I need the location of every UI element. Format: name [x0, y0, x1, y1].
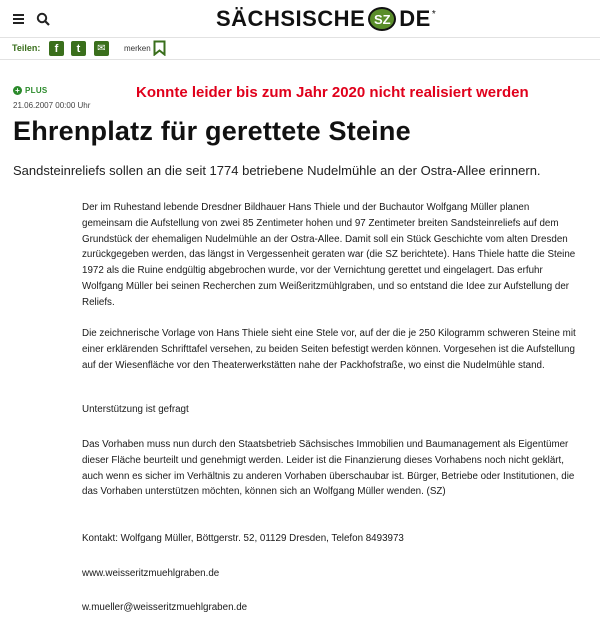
bookmark-icon[interactable]	[153, 40, 166, 56]
article-teaser: Sandsteinreliefs sollen an die seit 1774 betriebene Nudelmühle an der Ostra-Allee erinnern.	[13, 163, 541, 178]
top-navigation-bar	[0, 0, 600, 38]
article-title: Ehrenplatz für gerettete Steine	[13, 116, 411, 146]
logo-star: *	[431, 8, 436, 20]
logo-text-left: SÄCHSISCHE	[216, 6, 366, 31]
bookmark-label[interactable]: merken	[124, 44, 151, 53]
share-bar	[0, 38, 600, 60]
website-link[interactable]: www.weisseritzmuehlgraben.de	[82, 568, 220, 579]
plus-label: PLUS	[25, 86, 48, 95]
search-icon[interactable]	[36, 12, 50, 26]
article-paragraph: Die zeichnerische Vorlage von Hans Thiele sieht eine Stele vor, auf der die je 250 Kilogramm schweren Steine mit einer erklärenden Schrifttafel versehen, zu beiden Seiten befestigt werden können. Vorgesehen ist die Aufstellung auf der Wiesenfläche vor den Theaterwerkstätten nahe der Packhofstraße, wo einst die Nudelmühle stand.	[82, 328, 576, 371]
article-paragraph: Das Vorhaben muss nun durch den Staatsbetrieb Sächsisches Immobilien und Baumanagement als Eigentümer dieser Fläche beurteilt und genehmigt werden. Leider ist die Finanzierung dieses Vorhabens noch nicht geklärt, auch wenn es sicher im Verhältnis zu anderen Vorhaben überschaubar ist. Bürger, Betriebe oder Institutionen, die das Vorhaben unterstützen möchten, können sich an Wolfgang Müller wenden. (SZ)	[82, 439, 575, 498]
site-logo[interactable]	[216, 5, 436, 33]
logo-text-right: DE	[399, 6, 431, 31]
email-link[interactable]: w.mueller@weisseritzmuehlgraben.de	[82, 602, 248, 613]
facebook-icon[interactable]: f	[49, 41, 64, 56]
plus-icon: +	[13, 86, 22, 95]
contact-line: Kontakt: Wolfgang Müller, Böttgerstr. 52, 01129 Dresden, Telefon 8493973	[82, 533, 404, 544]
article-paragraph: Der im Ruhestand lebende Dresdner Bildhauer Hans Thiele und der Buchautor Wolfgang Müller planen gemeinsam die Aufstellung von zwei 85 Zentimeter hohen und 97 Zentimeter breiten Sandsteinreliefs auf dem Grundstück der ehemaligen Nudelmühle an der Ostra-Allee. Damit soll ein Stück Geschichte vom alten Dresden zurückgegeben werden, das längst in Vergessenheit geraten war (die SZ berichtete). Hans Thiele hatte die Steine 1972 als die Ruine endgültig abgebrochen wurde, vor der Vernichtung gerettet und eingelagert. Das erfuhr Wolfgang Müller bei seinen Recherchen zum Weißeritzmühlgraben, und so entstand die Idee zur Aufstellung der Reliefs.	[82, 202, 576, 308]
logo-badge: SZ	[368, 7, 396, 31]
menu-icon[interactable]	[13, 14, 24, 24]
annotation-note: Konnte leider bis zum Jahr 2020 nicht realisiert werden	[136, 84, 529, 101]
article-subheading: Unterstützung ist gefragt	[82, 404, 189, 415]
twitter-icon[interactable]: t	[71, 41, 86, 56]
share-label: Teilen:	[12, 43, 41, 53]
article-date: 21.06.2007 00:00 Uhr	[13, 101, 91, 110]
mail-icon[interactable]: ✉	[94, 41, 109, 56]
plus-badge	[13, 86, 48, 95]
